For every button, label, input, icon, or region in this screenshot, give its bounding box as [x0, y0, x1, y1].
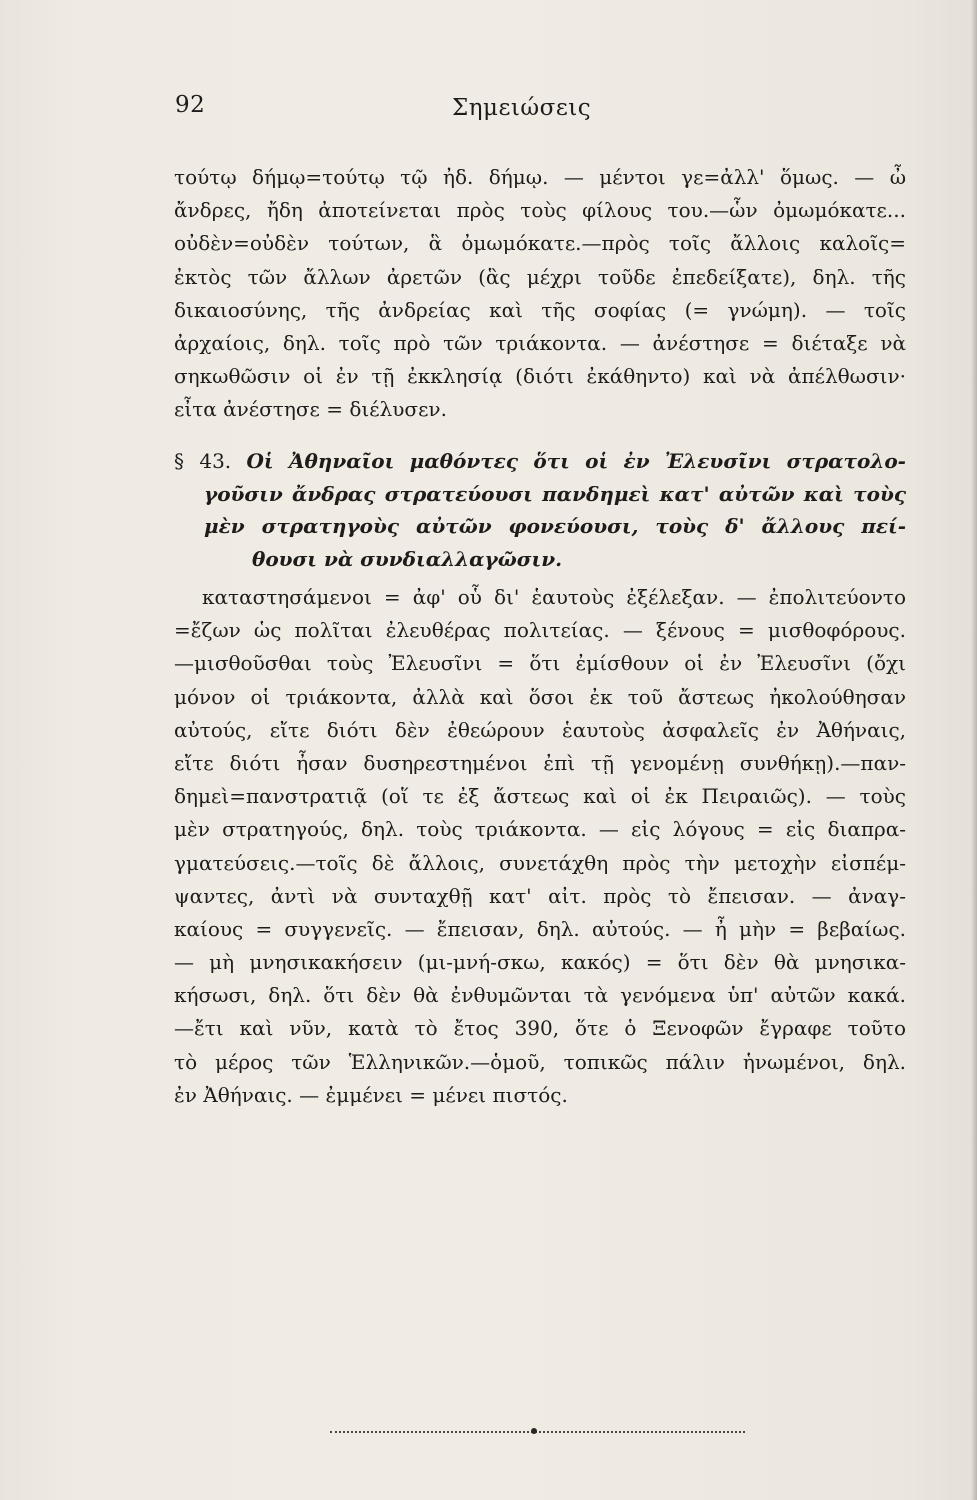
text-line: καίους = συγγενεῖς. — ἔπεισαν, δηλ. αὐτούς. — ἦ μὴν = βεβαίως.: [174, 916, 906, 941]
page-edge-shadow: [971, 0, 977, 1500]
text-line: τούτῳ δήμῳ=τούτῳ τῷ ἠδ. δήμῳ. — μέντοι γε=ἀλλ' ὅμως. — ὦ: [174, 165, 906, 189]
text-line: —ἔτι καὶ νῦν, κατὰ τὸ ἔτος 390, ὅτε ὁ Ξενοφῶν ἔγραφε τοῦτο: [174, 1016, 906, 1041]
notes-block-bottom: [174, 581, 906, 1112]
notes-block-top: [174, 161, 906, 427]
text-line: τὸ μέρος τῶν Ἑλληνικῶν.—ὁμοῦ, τοπικῶς πάλιν ἡνωμένοι, δηλ.: [174, 1049, 906, 1074]
text-line: οὐδὲν=οὐδὲν τούτων, ἃ ὀμωμόκατε.—πρὸς τοῖς ἄλλοις καλοῖς=: [174, 231, 906, 256]
page-number: 92: [175, 92, 206, 118]
text-line: ἐκτὸς τῶν ἄλλων ἀρετῶν (ἃς μέχρι τοῦδε ἐπεδείξατε), δηλ. τῆς: [174, 264, 906, 289]
text-line: =ἔζων ὡς πολῖται ἐλευθέρας πολιτείας. — ξένους = μισθοφόρους.: [174, 618, 906, 643]
section-mark: §: [174, 449, 184, 473]
text-line: ἀρχαίοις, δηλ. τοῖς πρὸ τῶν τριάκοντα. — ἀνέστησε = διέταξε νὰ: [174, 330, 906, 355]
section-heading-line: [174, 445, 906, 478]
text-line: γματεύσεις.—τοῖς δὲ ἄλλοις, συνετάχθη πρὸς τὴν μετοχὴν εἰσπέμ-: [174, 850, 906, 875]
text-line: δημεὶ=πανστρατιᾷ (οἵ τε ἐξ ἄστεως καὶ οἱ ἐκ Πειραιῶς). — τοὺς: [174, 784, 906, 809]
text-line: δικαιοσύνης, τῆς ἀνδρείας καὶ τῆς σοφίας (= γνώμη). — τοῖς: [174, 297, 906, 322]
section-heading-line: μὲν στρατηγοὺς αὐτῶν φονεύουσι, τοὺς δ' ἄλλους πεί-: [204, 514, 906, 538]
section-heading-line: γοῦσιν ἄνδρας στρατεύουσι πανδημεὶ κατ' αὐτῶν καὶ τοὺς: [204, 481, 906, 506]
text-line: — μὴ μνησικακήσειν (μι-μνή-σκω, κακός) = ὅτι δὲν θὰ μνησικα-: [174, 950, 906, 975]
text-line: αὐτούς, εἴτε διότι δὲν ἐθεώρουν ἑαυτοὺς ἀσφαλεῖς ἐν Ἀθήναις,: [174, 717, 906, 742]
text-line: σηκωθῶσιν οἱ ἐν τῇ ἐκκλησίᾳ (διότι ἐκάθηντο) καὶ νὰ ἀπέλθωσιν·: [174, 364, 906, 389]
section-heading: [174, 445, 906, 575]
text-line: —μισθοῦσθαι τοὺς Ἐλευσῖνι = ὅτι ἐμίσθουν οἱ ἐν Ἐλευσῖνι (ὄχι: [174, 651, 906, 676]
end-divider: [330, 1431, 745, 1434]
text-line: καταστησάμενοι = ἀφ' οὗ δι' ἑαυτοὺς ἐξέλεξαν. — ἐπολιτεύοντο: [202, 585, 906, 609]
text-line: ψαντες, ἀντὶ νὰ συνταχθῇ κατ' αἰτ. πρὸς τὸ ἔπεισαν. — ἀναγ-: [174, 883, 906, 908]
section-number: 43.: [199, 449, 232, 473]
text-line: εἶτα ἀνέστησε = διέλυσεν.: [174, 397, 447, 422]
text-line: μόνον οἱ τριάκοντα, ἀλλὰ καὶ ὅσοι ἐκ τοῦ ἄστεως ἠκολούθησαν: [174, 684, 906, 709]
section-heading-text: Οἱ Ἀθηναῖοι μαθόντες ὅτι οἱ ἐν Ἐλευσῖνι στρατολο-: [246, 449, 906, 473]
end-divider-dot: [531, 1428, 537, 1434]
section-heading-line: θουσι νὰ συνδιαλλαγῶσιν.: [252, 546, 563, 571]
text-line: εἴτε διότι ἦσαν δυσηρεστημένοι ἐπὶ τῇ γενομένῃ συνθήκῃ).—παν-: [174, 750, 906, 775]
text-line: κήσωσι, δηλ. ὅτι δὲν θὰ ἐνθυμῶνται τὰ γενόμενα ὑπ' αὐτῶν κακά.: [174, 983, 906, 1008]
text-line: ἄνδρες, ἤδη ἀποτείνεται πρὸς τοὺς φίλους του.—ὧν ὀμωμόκατε...: [174, 198, 906, 223]
running-head-title: Σημειώσεις: [452, 95, 592, 121]
text-line: ἐν Ἀθήναις. — ἐμμένει = μένει πιστός.: [174, 1082, 568, 1107]
text-line: μὲν στρατηγούς, δηλ. τοὺς τριάκοντα. — εἰς λόγους = εἰς διαπρα-: [174, 817, 906, 842]
